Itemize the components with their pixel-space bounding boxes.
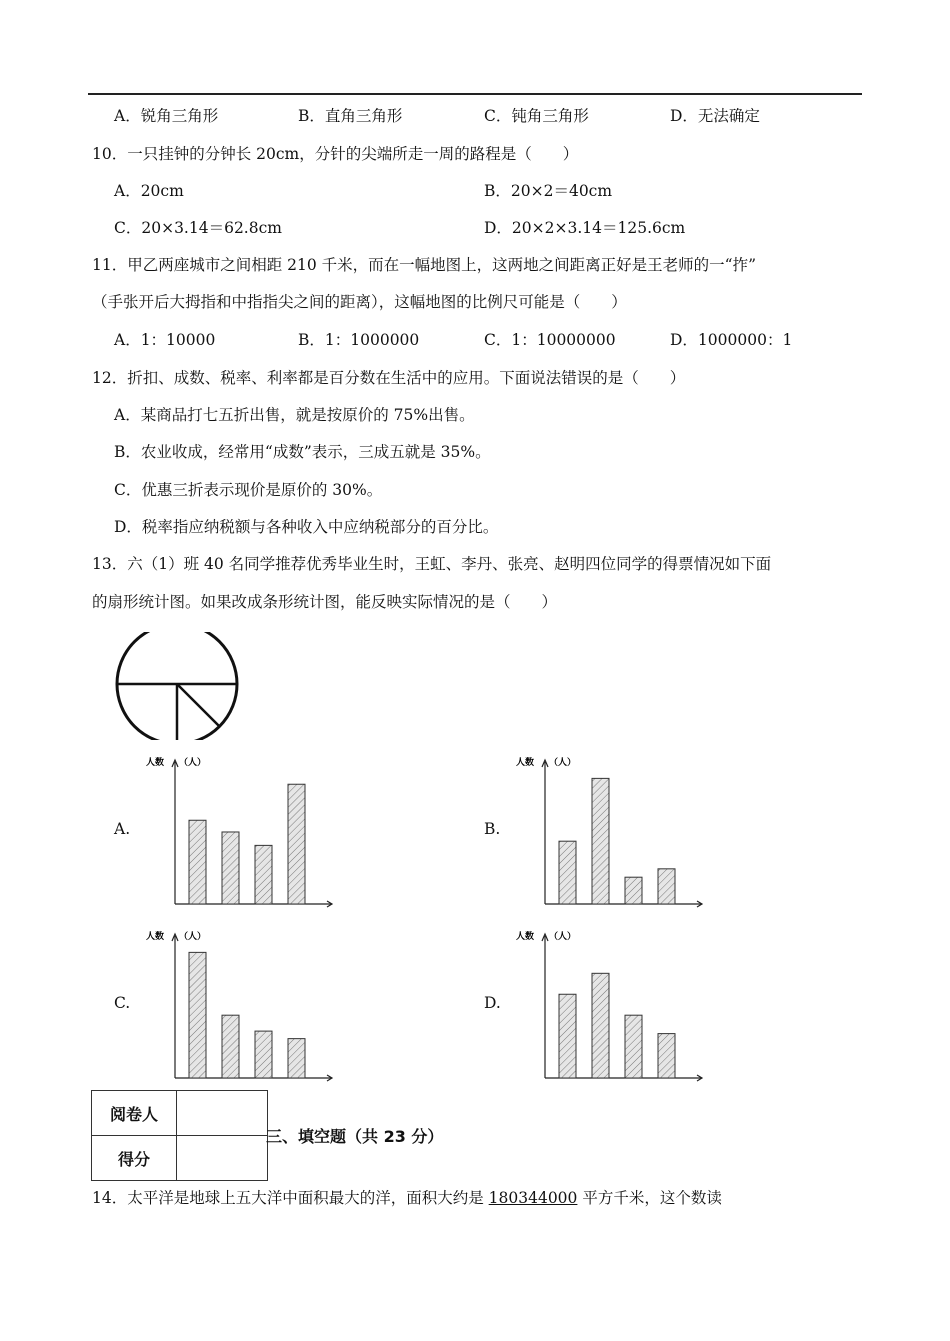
bar-1 — [189, 952, 206, 1078]
q11-option-d: D．1000000：1 — [670, 331, 793, 349]
q14-suffix: 平方千米，这个数读 — [577, 1189, 722, 1207]
bar-2 — [222, 832, 239, 904]
q13-option-b-label: B. — [484, 820, 501, 838]
bar-3 — [255, 845, 272, 904]
q9-option-a: A．锐角三角形 — [114, 107, 219, 125]
bar-2 — [592, 973, 609, 1078]
reviewer-field[interactable] — [177, 1091, 268, 1136]
q14-number: 180344000 — [488, 1189, 578, 1207]
pie-divider-diagonal — [177, 684, 219, 726]
y-axis-unit: （人） — [549, 758, 577, 768]
bar-4 — [658, 1034, 675, 1078]
y-axis-unit: （人） — [179, 932, 207, 942]
q12-option-c: C．优惠三折表示现价是原价的 30%。 — [114, 481, 383, 499]
bar-4 — [288, 1039, 305, 1078]
bar-4 — [658, 869, 675, 904]
bar-chart-b — [510, 750, 710, 910]
bar-2 — [222, 1015, 239, 1078]
q12-option-d: D．税率指应纳税额与各种收入中应纳税部分的百分比。 — [114, 518, 499, 536]
y-axis-label: 人数 — [516, 932, 535, 942]
bar-3 — [255, 1031, 272, 1078]
bar-1 — [189, 820, 206, 904]
bar-3 — [625, 1015, 642, 1078]
q12-stem: 12．折扣、成数、税率、利率都是百分数在生活中的应用。下面说法错误的是（ ） — [92, 369, 686, 387]
q12-option-a: A．某商品打七五折出售，就是按原价的 75%出售。 — [114, 406, 475, 424]
bar-chart-c — [140, 924, 340, 1084]
q13-stem-line2: 的扇形统计图。如果改成条形统计图，能反映实际情况的是（ ） — [92, 593, 558, 611]
bar-2 — [592, 778, 609, 904]
q10-option-b: B．20×2＝40cm — [484, 182, 613, 200]
header-rule — [88, 93, 862, 95]
q13-option-d-label: D. — [484, 994, 501, 1012]
score-label: 得分 — [92, 1136, 177, 1181]
q9-option-d: D．无法确定 — [670, 107, 760, 125]
bar-1 — [559, 994, 576, 1078]
q11-option-b: B．1：1000000 — [298, 331, 420, 349]
q9-option-b: B．直角三角形 — [298, 107, 403, 125]
q13-option-a-label: A. — [114, 820, 131, 838]
y-axis-unit: （人） — [179, 758, 207, 768]
section-3-title: 三、填空题（共 23 分） — [266, 1127, 444, 1146]
y-axis-label: 人数 — [146, 932, 165, 942]
q13-option-c-label: C. — [114, 994, 131, 1012]
y-axis-label: 人数 — [146, 758, 165, 768]
q10-option-c: C．20×3.14＝62.8cm — [114, 219, 282, 237]
q14-stem — [92, 1186, 722, 1208]
q11-stem-line2: （手张开后大拇指和中指指尖之间的距离），这幅地图的比例尺可能是（ ） — [92, 293, 627, 311]
reviewer-label: 阅卷人 — [92, 1091, 177, 1136]
bar-3 — [625, 877, 642, 904]
bar-1 — [559, 841, 576, 904]
q10-stem: 10．一只挂钟的分钟长 20cm，分针的尖端所走一周的路程是（ ） — [92, 145, 579, 163]
q12-option-b: B．农业收成，经常用“成数”表示，三成五就是 35%。 — [114, 443, 491, 461]
q11-option-c: C．1：10000000 — [484, 331, 616, 349]
q11-stem-line1: 11．甲乙两座城市之间相距 210 千米，而在一幅地图上，这两地之间距离正好是王老师的一“拃” — [92, 256, 757, 274]
q9-option-c: C．钝角三角形 — [484, 107, 589, 125]
bar-chart-d — [510, 924, 710, 1084]
bar-4 — [288, 784, 305, 904]
q13-pie-chart — [110, 632, 245, 747]
y-axis-unit: （人） — [549, 932, 577, 942]
score-box — [91, 1090, 268, 1181]
q14-prefix: 14．太平洋是地球上五大洋中面积最大的洋，面积大约是 — [92, 1189, 489, 1207]
q11-option-a: A．1：10000 — [114, 331, 216, 349]
q13-stem-line1: 13．六（1）班 40 名同学推荐优秀毕业生时，王虹、李丹、张亮、赵明四位同学的得票情况如下面 — [92, 555, 772, 573]
bar-chart-a — [140, 750, 340, 910]
y-axis-label: 人数 — [516, 758, 535, 768]
score-field[interactable] — [177, 1136, 268, 1181]
q10-option-a: A．20cm — [114, 182, 184, 200]
q10-option-d: D．20×2×3.14＝125.6cm — [484, 219, 686, 237]
